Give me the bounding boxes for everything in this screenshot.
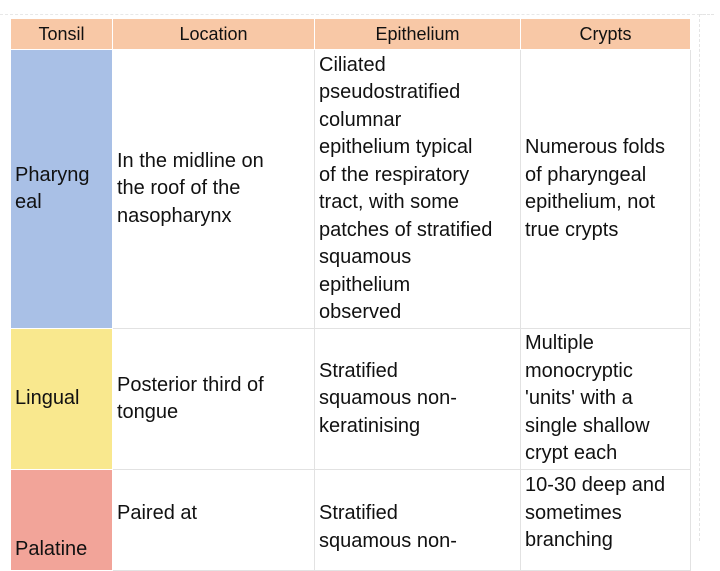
cell-tonsil-pharyngeal [11, 50, 113, 329]
slide-top-border [0, 14, 705, 15]
epithelium-text: Ciliated pseudostratified columnar epithelium typical of the respiratory tract, with some patches of stratified squamous epithelium observed [319, 53, 493, 323]
header-epithelium: Epithelium [315, 19, 521, 50]
cell-location [113, 50, 315, 329]
cell-epithelium [315, 50, 521, 329]
tonsil-name: Lingual [15, 387, 80, 410]
cell-epithelium [315, 470, 521, 571]
header-location: Location [113, 19, 315, 50]
crypts-text: Numerous folds of pharyngeal epithelium, not true crypts [525, 136, 666, 241]
tonsil-name: Palatine [15, 538, 88, 560]
tonsil-comparison-table [10, 18, 691, 571]
cell-epithelium [315, 329, 521, 470]
tonsil-name: Pharyng eal [15, 163, 90, 213]
slide-right-border [699, 14, 714, 541]
epithelium-text: Stratified squamous non- [319, 502, 457, 552]
cell-location [113, 470, 315, 571]
cell-location [113, 329, 315, 470]
crypts-text: Multiple monocryptic 'units' with a single shallow crypt each [525, 332, 650, 465]
epithelium-text: Stratified squamous non- keratinising [319, 359, 457, 437]
table-header-row [11, 19, 691, 50]
crypts-text: 10-30 deep and sometimes branching [525, 474, 666, 551]
location-text: In the midline on the roof of the nasopharynx [117, 149, 264, 227]
header-tonsil: Tonsil [11, 19, 113, 50]
header-crypts: Crypts [521, 19, 691, 50]
cell-crypts [521, 50, 691, 329]
table-row [11, 329, 691, 470]
cell-tonsil-lingual [11, 329, 113, 470]
table-row [11, 50, 691, 329]
cell-crypts [521, 329, 691, 470]
cell-tonsil-palatine [11, 470, 113, 571]
cell-crypts [521, 470, 691, 571]
location-text: Posterior third of tongue [117, 373, 264, 423]
table-row [11, 470, 691, 571]
location-text: Paired at [117, 502, 198, 524]
